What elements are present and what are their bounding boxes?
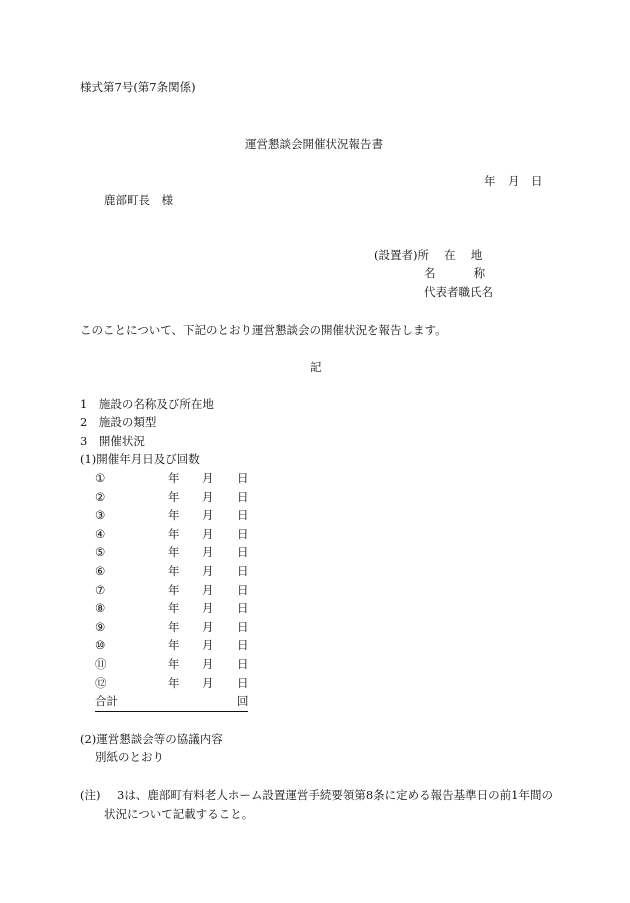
subsection-dates-heading: (1)開催年月日及び回数 xyxy=(80,452,200,466)
date-row-month-label: 月 xyxy=(202,657,214,671)
date-row-number: ⑫ xyxy=(95,675,107,690)
date-row-number: ⑥ xyxy=(95,564,106,578)
ki-heading: 記 xyxy=(310,360,322,374)
date-row-month-label: 月 xyxy=(202,601,214,616)
footnote-label: (注) xyxy=(80,788,101,802)
date-row-month-label: 月 xyxy=(202,489,214,504)
date-row-day-label: 日 xyxy=(237,619,249,634)
date-row-month-label: 月 xyxy=(202,526,214,541)
date-row-number: ⑤ xyxy=(95,545,106,560)
date-row-year-label: 年 xyxy=(168,675,180,690)
date-row xyxy=(0,675,630,692)
attachment-note: 別紙のとおり xyxy=(95,750,164,764)
date-row-number: ⑧ xyxy=(95,601,106,616)
date-day-label: 日 xyxy=(531,174,543,188)
date-row-month-label: 月 xyxy=(202,564,214,578)
date-row-year-label: 年 xyxy=(168,657,180,671)
document-title: 運営懇談会開催状況報告書 xyxy=(245,137,383,151)
date-row-day-label: 日 xyxy=(237,601,249,616)
date-row-month-label: 月 xyxy=(202,619,214,634)
date-row xyxy=(0,603,630,617)
date-row-year-label: 年 xyxy=(168,545,180,560)
date-row-number: ② xyxy=(95,489,106,504)
date-row-day-label: 日 xyxy=(237,638,249,653)
date-row-year-label: 年 xyxy=(168,638,180,653)
date-row xyxy=(0,526,630,543)
date-row-month-label: 月 xyxy=(202,582,214,597)
date-row xyxy=(0,547,630,561)
date-row-day-label: 日 xyxy=(237,564,249,578)
date-row-month-label: 月 xyxy=(202,471,214,485)
date-row-year-label: 年 xyxy=(168,508,180,523)
applicant-representative-label: 代表者職氏名 xyxy=(424,285,493,299)
date-month-label: 月 xyxy=(508,174,520,188)
total-unit: 回 xyxy=(237,694,249,708)
total-row xyxy=(95,696,248,712)
date-row-number: ⑪ xyxy=(95,657,107,671)
date-row-number: ③ xyxy=(95,508,106,523)
section-3: 3 開催状況 xyxy=(80,434,145,448)
date-row-year-label: 年 xyxy=(168,526,180,541)
date-row-month-label: 月 xyxy=(202,508,214,523)
form-label: 様式第7号(第7条関係) xyxy=(80,80,196,94)
section-2: 2 施設の類型 xyxy=(80,415,157,429)
date-row-day-label: 日 xyxy=(237,657,249,671)
date-row-month-label: 月 xyxy=(202,675,214,690)
date-row-year-label: 年 xyxy=(168,489,180,504)
date-row xyxy=(0,582,630,599)
date-row xyxy=(0,510,630,524)
date-row-month-label: 月 xyxy=(202,638,214,653)
applicant-name-label: 名 称 xyxy=(424,266,486,280)
date-row-day-label: 日 xyxy=(237,582,249,597)
date-row-year-label: 年 xyxy=(168,582,180,597)
date-row xyxy=(0,489,630,506)
date-row-year-label: 年 xyxy=(168,619,180,634)
date-row-day-label: 日 xyxy=(237,545,249,560)
footnote-line-2: 状況について記載すること。 xyxy=(104,807,254,821)
date-row-number: ⑦ xyxy=(95,582,106,597)
date-row-number: ① xyxy=(95,471,106,485)
date-row-month-label: 月 xyxy=(202,545,214,560)
section-1: 1 施設の名称及び所在地 xyxy=(80,397,214,411)
intro-paragraph: このことについて、下記のとおり運営懇談会の開催状況を報告します。 xyxy=(80,323,447,337)
footnote-line-1: 3は、鹿部町有料老人ホーム設置運営手続要領第8条に定める報告基準日の前1年間の xyxy=(117,788,553,802)
date-row-day-label: 日 xyxy=(237,526,249,541)
date-row xyxy=(0,640,630,654)
date-row-number: ⑩ xyxy=(95,638,106,653)
date-row-year-label: 年 xyxy=(168,601,180,616)
date-row-day-label: 日 xyxy=(237,675,249,690)
date-row-day-label: 日 xyxy=(237,471,249,485)
date-row-number: ④ xyxy=(95,526,106,541)
applicant-address-label: (設置者)所 在 地 xyxy=(374,248,483,262)
date-row-year-label: 年 xyxy=(168,471,180,485)
subsection-discussion-heading: (2)運営懇談会等の協議内容 xyxy=(80,732,223,746)
date-year-label: 年 xyxy=(484,174,496,188)
date-row xyxy=(0,659,630,673)
total-label: 合計 xyxy=(95,694,118,708)
date-row-year-label: 年 xyxy=(168,564,180,578)
date-row xyxy=(0,473,630,487)
date-row-day-label: 日 xyxy=(237,489,249,504)
date-row-day-label: 日 xyxy=(237,508,249,523)
date-row-number: ⑨ xyxy=(95,619,106,634)
date-row xyxy=(0,566,630,580)
addressee: 鹿部町長 様 xyxy=(104,193,173,207)
date-row xyxy=(0,619,630,636)
